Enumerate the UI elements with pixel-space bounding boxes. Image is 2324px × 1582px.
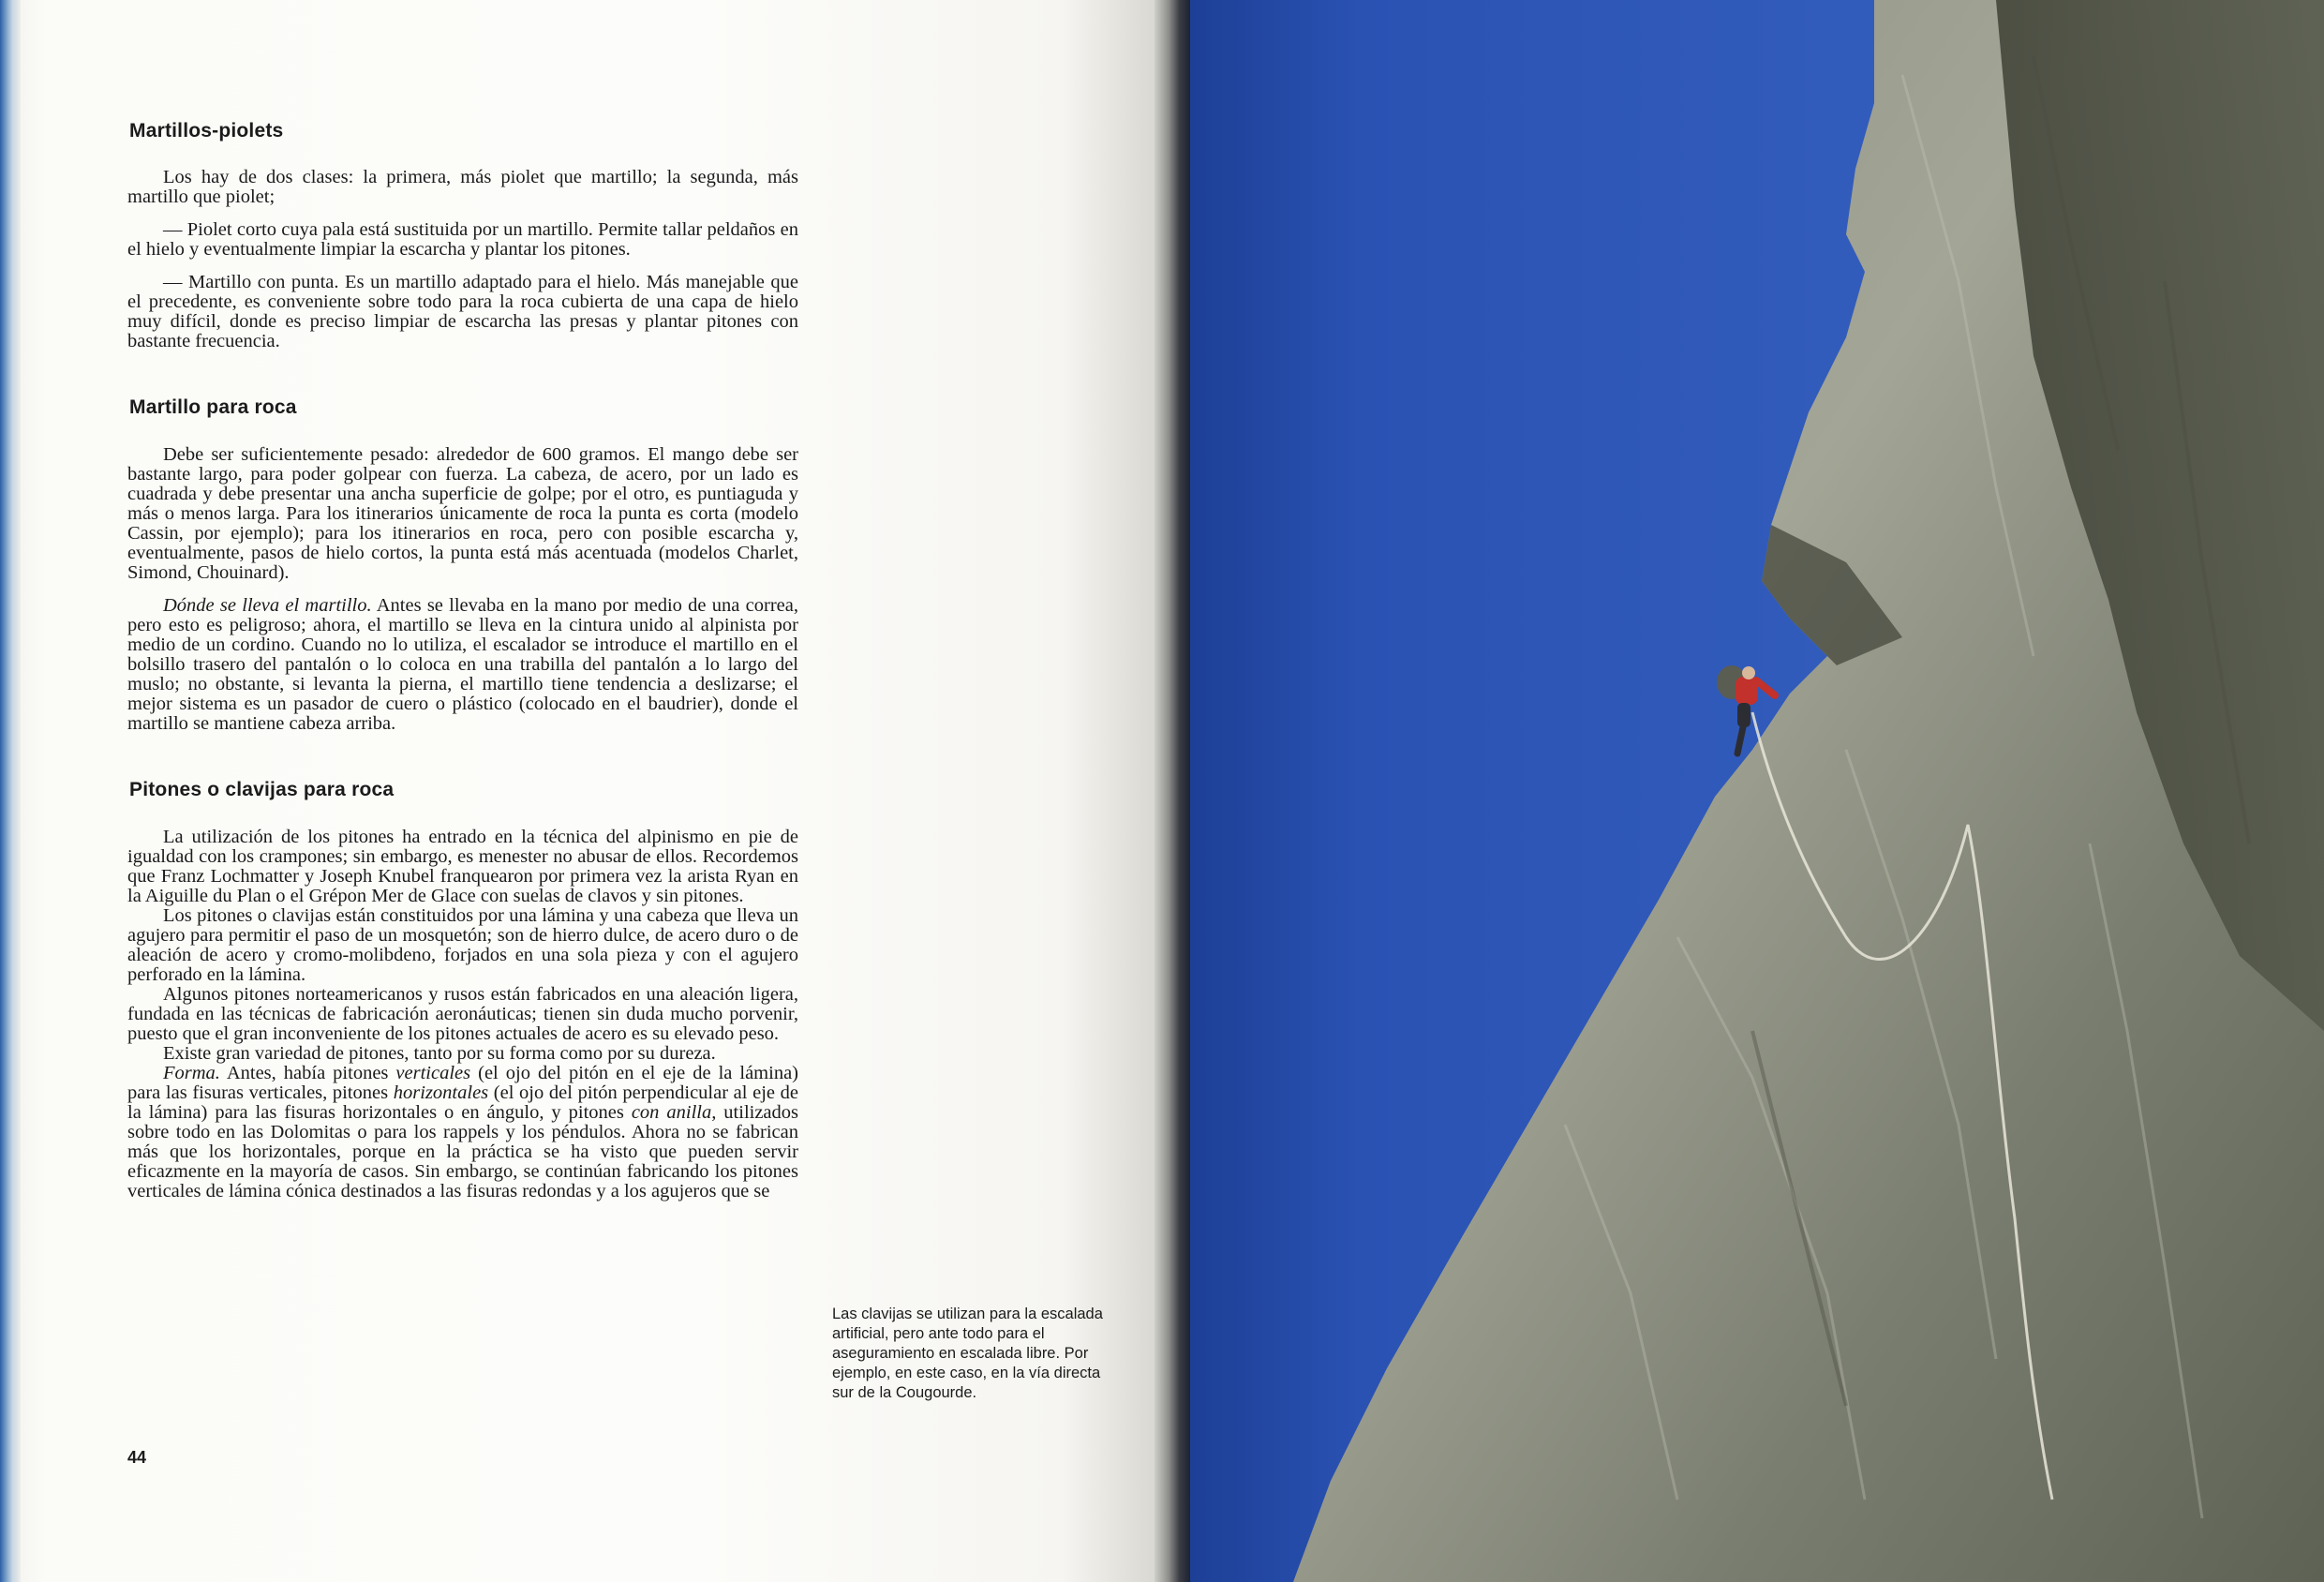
paragraph: Debe ser suficientemente pesado: alrededor de 600 gramos. El mango debe ser bastante largo, para poder golpear con fuerza. La cabeza, de acero, por un lado es cuadrada y debe presentar una ancha superficie de golpe; por el otro, es puntiaguda y más o menos larga. Para los itinerarios únicamente de roca la punta es corta (modelo Cassin, por ejemplo); para los itinerarios en roca, pero con posible escarcha y, eventualmente, pasos de hielo cortos, la punta está más acentuada (modelos Charlet, Simond, Chouinard). [127, 444, 798, 583]
paragraph: Algunos pitones norteamericanos y rusos están fabricados en una aleación ligera, fundada en las técnicas de fabricación aeronáuticas; tienen sin duda mucho porvenir, puesto que el gran inconveniente de los pitones actuales de acero es su elevado peso. [127, 984, 798, 1044]
paragraph [127, 596, 798, 734]
paragraph-forma [127, 1064, 798, 1201]
text-run: Antes, había pitones [219, 1063, 396, 1083]
heading-martillos-piolets: Martillos-piolets [129, 120, 284, 142]
heading-pitones: Pitones o clavijas para roca [129, 779, 395, 800]
lead-italic: Forma. [163, 1063, 220, 1083]
previous-page-edge [0, 0, 21, 1582]
paragraph: Los hay de dos clases: la primera, más piolet que martillo; la segunda, más martillo que piolet; [127, 167, 798, 207]
text-run: (el ojo del pitón en el eje de la lámina) para las fisuras verticales, pitones [127, 1063, 798, 1103]
paragraph: Los pitones o clavijas están constituidos por una lámina y una cabeza que lleva un agujero para permitir el paso de un mosquetón; son de hierro dulce, de acero duro o de aleación de acero y cromo-molibdeno, forjados en una sola pieza y con el agujero perforado en la lámina. [127, 905, 798, 985]
page-number: 44 [127, 1448, 147, 1467]
climbing-photo [1190, 0, 2324, 1582]
italic-run: horizontales [393, 1082, 489, 1103]
text-column [127, 112, 798, 1201]
text-run: utilizados sobre todo en las Dolomitas o para los rappels y los péndulos. Ahora no se fabrican más que los horizontales, porque en la práctica se ha visto que pueden servir eficazmente en la mayoría de casos. Sin embargo, se continúan fabricando los pitones verticales de lámina cónica destinados a las fisuras redondas y a los agujeros que se [127, 1102, 799, 1201]
paragraph: La utilización de los pitones ha entrado en la técnica del alpinismo en pie de igualdad con los crampones; sin embargo, es menester no abusar de ellos. Recordemos que Franz Lochmatter y Joseph Knubel franquearon por primera vez la arista Ryan en la Aiguille du Plan o el Grépon Mer de Glace con suelas de clavos y sin pitones. [127, 827, 798, 906]
book-gutter [1155, 0, 1190, 1582]
paragraph: — Piolet corto cuya pala está sustituida por un martillo. Permite tallar peldaños en el hielo y eventualmente limpiar la escarcha y plantar los pitones. [127, 219, 798, 260]
paragraph-rest: Antes se llevaba en la mano por medio de una correa, pero esto es peligroso; ahora, el martillo se lleva en la cintura unido al alpinista por medio de un cordino. Cuando no lo utiliza, el escalador se introduce el martillo en el bolsillo trasero del pantalón o lo coloca en una trabilla del pantalón a lo largo del muslo; no obstante, si levanta la pierna, el martillo tiene tendencia a deslizarse; el mejor sistema es un pasador de cuero o plástico (colocado en el baudrier), donde el martillo se mantiene cabeza arriba. [127, 595, 798, 734]
left-page [0, 0, 1155, 1582]
heading-martillo-para-roca: Martillo para roca [129, 396, 297, 418]
paragraph: — Martillo con punta. Es un martillo adaptado para el hielo. Más manejable que el precedente, es conveniente sobre todo para la roca cubierta de una capa de hielo muy difícil, donde es preciso limpiar de escarcha las presas y plantar pitones con bastante frecuencia. [127, 272, 798, 351]
paragraph: Existe gran variedad de pitones, tanto por su forma como por su dureza. [163, 1043, 716, 1064]
lead-italic: Dónde se lleva el martillo. [163, 595, 372, 616]
italic-run: con anilla, [631, 1102, 717, 1123]
photo-caption: Las clavijas se utilizan para la escalada artificial, pero ante todo para el aseguramiento en escalada libre. Por ejemplo, en este caso, en la vía directa sur de la Cougourde. [832, 1306, 1103, 1401]
text-run: (el ojo del pitón perpendicular al eje de la lámina) para las fisuras horizontales o en ángulo, y pitones [127, 1082, 798, 1123]
rock-face-illustration [1190, 0, 2324, 1582]
italic-run: verticales [395, 1063, 471, 1083]
